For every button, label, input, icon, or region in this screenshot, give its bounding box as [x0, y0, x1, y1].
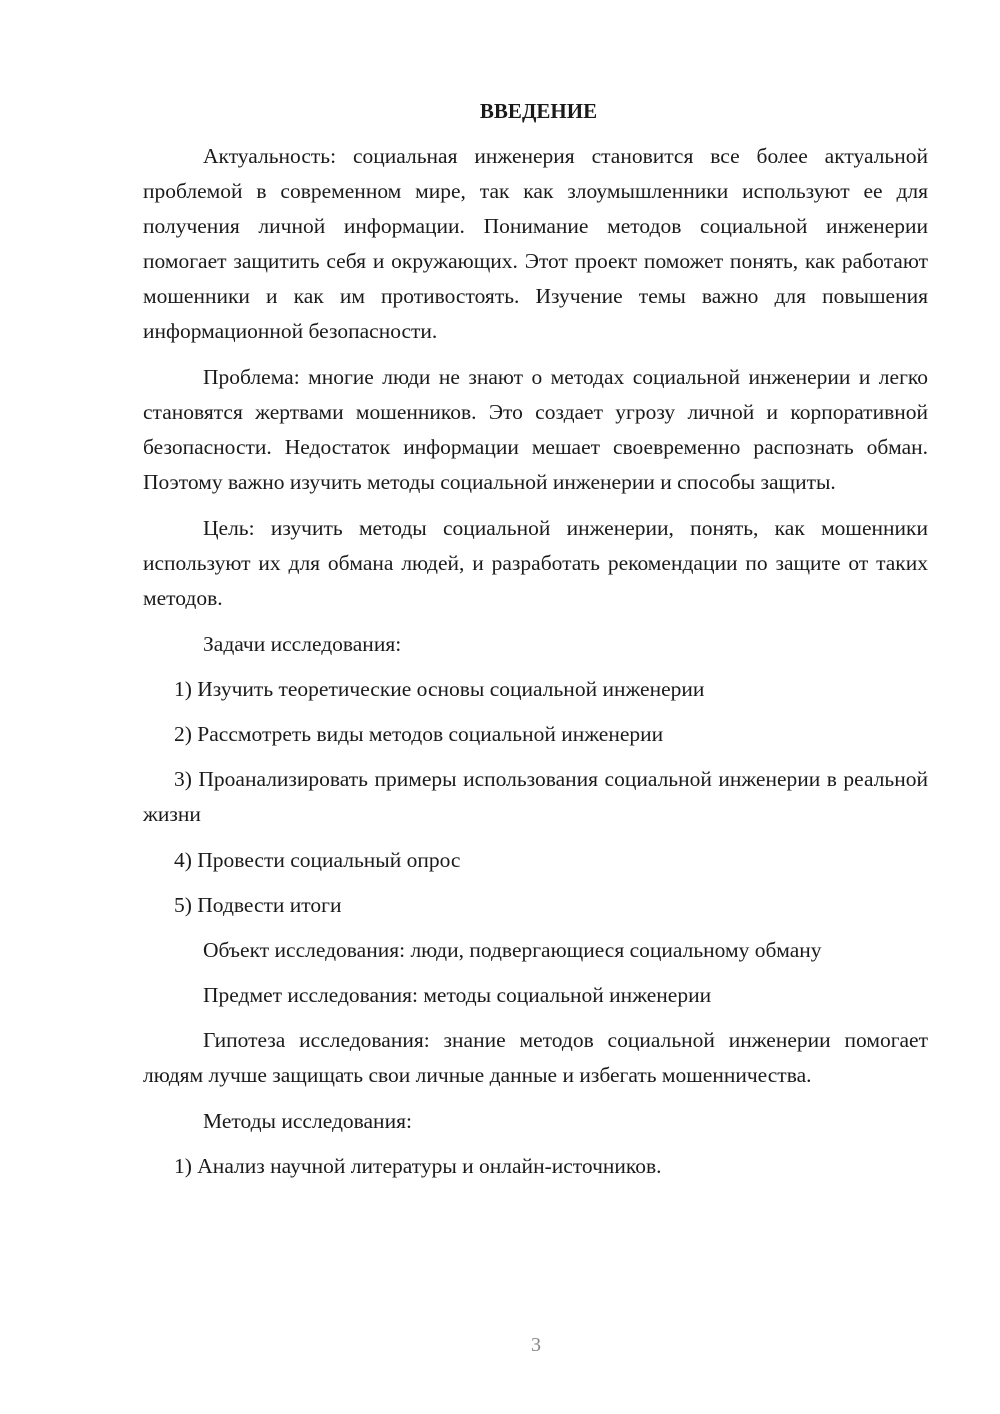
- hypothesis-paragraph: Гипотеза исследования: знание методов социальной инженерии помогает людям лучше защищать свои личные данные и избегать мошенничества.: [143, 1028, 928, 1087]
- page-title: ВВЕДЕНИЕ: [479, 99, 598, 123]
- problem-paragraph: Проблема: многие люди не знают о методах социальной инженерии и легко становятся жертвами мошенников. Это создает угрозу личной и корпоративной безопасности. Недостаток информации мешает своевременно распознать обман. Поэтому важно изучить методы социальной инженерии и способы защиты.: [143, 365, 928, 494]
- page-number: 3: [531, 1334, 541, 1356]
- method-item-1: 1) Анализ научной литературы и онлайн-источников.: [174, 1154, 662, 1178]
- task-item-3: 3) Проанализировать примеры использования социальной инженерии в реальной жизни: [143, 767, 928, 826]
- page-content: [143, 96, 928, 1194]
- task-item-1: 1) Изучить теоретические основы социальной инженерии: [174, 677, 705, 701]
- goal-paragraph: Цель: изучить методы социальной инженерии, понять, как мошенники используют их для обмана людей, и разработать рекомендации по защите от таких методов.: [143, 516, 928, 610]
- task-item-5: 5) Подвести итоги: [174, 893, 342, 917]
- tasks-heading: Задачи исследования:: [203, 632, 402, 656]
- relevance-paragraph: Актуальность: социальная инженерия становится все более актуальной проблемой в современном мире, так как злоумышленники используют ее для получения личной информации. Понимание методов социальной инженерии помогает защитить себя и окружающих. Этот проект поможет понять, как работают мошенники и как им противостоять. Изучение темы важно для повышения информационной безопасности.: [143, 144, 928, 343]
- research-subject: Предмет исследования: методы социальной инженерии: [203, 983, 712, 1007]
- methods-heading: Методы исследования:: [203, 1109, 412, 1133]
- research-object: Объект исследования: люди, подвергающиеся социальному обману: [203, 938, 822, 962]
- task-item-2: 2) Рассмотреть виды методов социальной инженерии: [174, 722, 664, 746]
- task-item-4: 4) Провести социальный опрос: [174, 848, 461, 872]
